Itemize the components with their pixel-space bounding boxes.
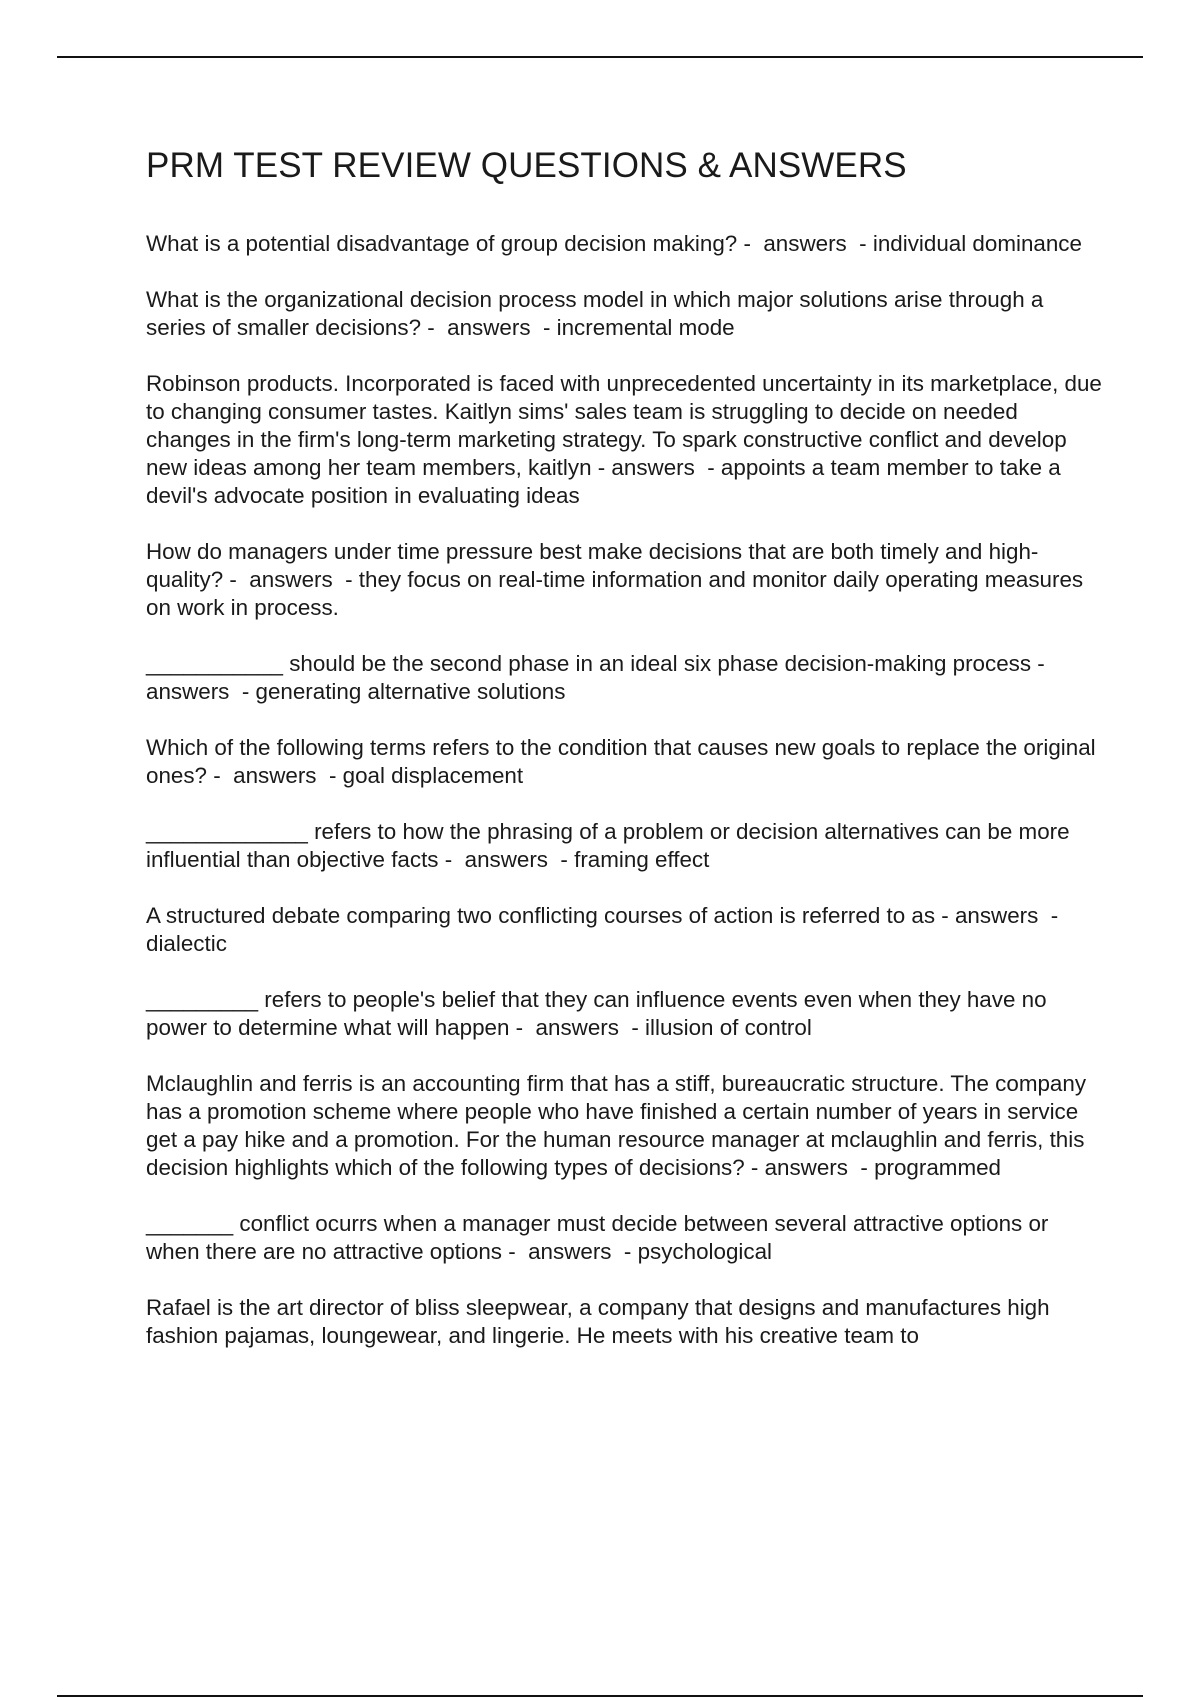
qa-item: What is the organizational decision process model in which major solutions arise through a series of smaller decisions? - answers - incremental mode xyxy=(146,287,1050,340)
qa-item: A structured debate comparing two conflicting courses of action is referred to as - answers - dialectic xyxy=(146,903,1065,956)
qa-item: Mclaughlin and ferris is an accounting firm that has a stiff, bureaucratic structure. The company has a promotion scheme where people who have finished a certain number of years in service get a pay hike and a promotion. For the human resource manager at mclaughlin and ferris, this decision highlights which of the following types of decisions? - answers - programmed xyxy=(146,1071,1093,1180)
page-title: PRM TEST REVIEW QUESTIONS & ANSWERS xyxy=(146,146,907,185)
bottom-divider xyxy=(57,1695,1143,1697)
qa-item: What is a potential disadvantage of group decision making? - answers - individual dominance xyxy=(146,231,1082,256)
qa-item: Rafael is the art director of bliss sleepwear, a company that designs and manufactures high fashion pajamas, loungewear, and lingerie. He meets with his creative team to xyxy=(146,1295,1056,1348)
qa-item: How do managers under time pressure best make decisions that are both timely and high-quality? - answers - they focus on real-time information and monitor daily operating measures on work in process. xyxy=(146,539,1090,620)
qa-list xyxy=(146,230,1109,1350)
qa-item: Which of the following terms refers to the condition that causes new goals to replace the original ones? - answers - goal displacement xyxy=(146,735,1102,788)
qa-item: ___________ should be the second phase in an ideal six phase decision-making process - answers - generating alternative solutions xyxy=(146,651,1058,704)
qa-item: _____________ refers to how the phrasing of a problem or decision alternatives can be more influential than objective facts - answers - framing effect xyxy=(146,819,1076,872)
qa-item: Robinson products. Incorporated is faced with unprecedented uncertainty in its marketplace, due to changing consumer tastes. Kaitlyn sims' sales team is struggling to decide on needed changes in the firm's long-term marketing strategy. To spark constructive conflict and develop new ideas among her team members, kaitlyn - answers - appoints a team member to take a devil's advocate position in evaluating ideas xyxy=(146,371,1109,508)
qa-item: _______ conflict ocurrs when a manager must decide between several attractive options or when there are no attractive options - answers - psychological xyxy=(146,1211,1055,1264)
top-divider xyxy=(57,56,1143,58)
document-body xyxy=(146,146,1109,1378)
qa-item: _________ refers to people's belief that they can influence events even when they have no power to determine what will happen - answers - illusion of control xyxy=(146,987,1053,1040)
